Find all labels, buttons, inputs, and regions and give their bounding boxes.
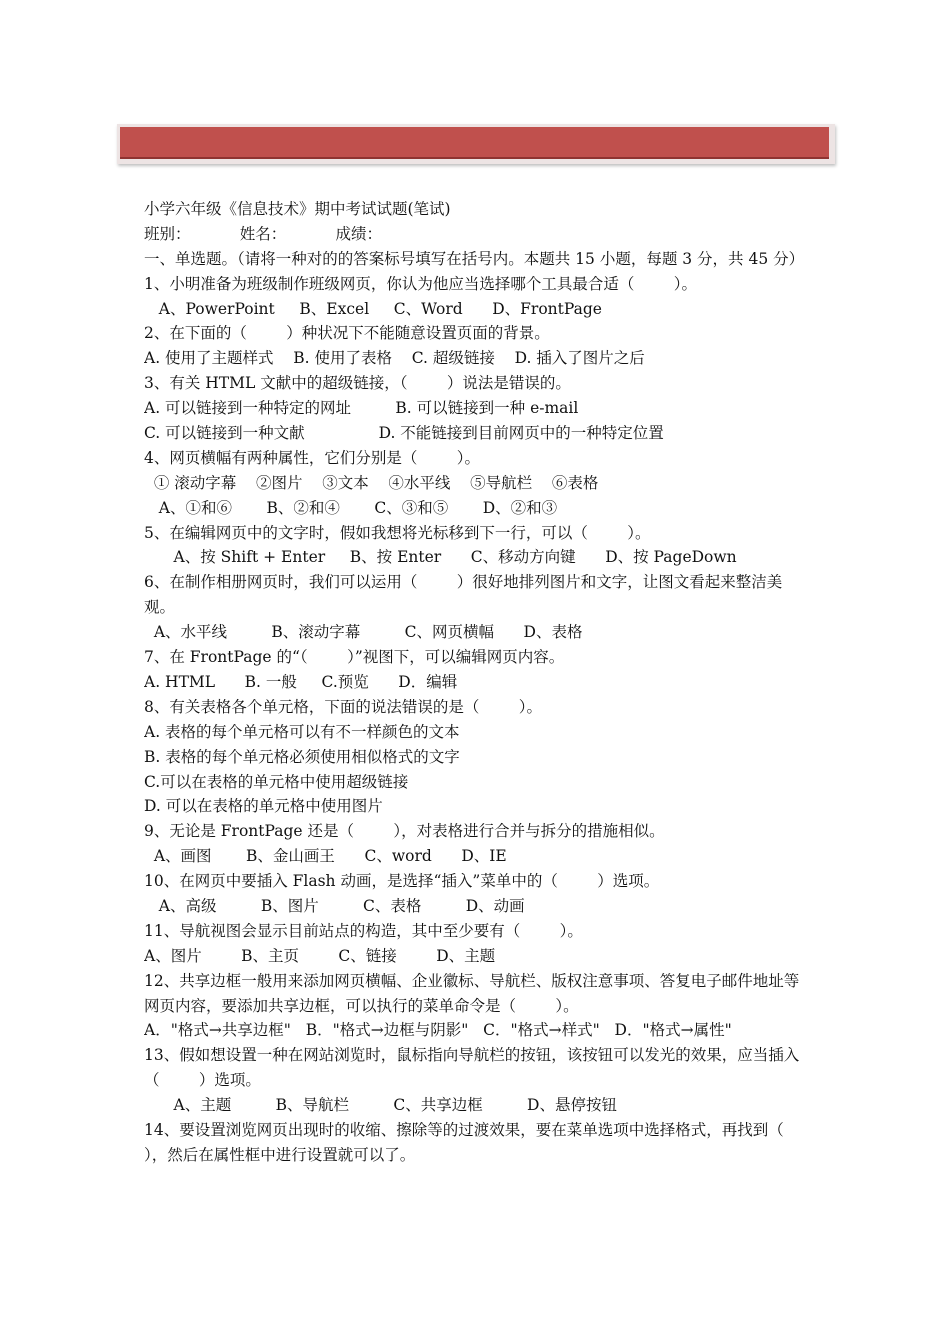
- question-9: 9、无论是 FrontPage 还是（ ），对表格进行合并与拆分的措施相似。: [144, 822, 665, 841]
- question-4: 4、网页横幅有两种属性，它们分别是（ ）。: [144, 448, 481, 467]
- question-11-options: A、图片 B、主页 C、链接 D、主题: [144, 946, 496, 965]
- question-7: 7、在 FrontPage 的“（ ）”视图下，可以编辑网页内容。: [144, 648, 565, 667]
- question-1-options: A、PowerPoint B、Excel C、Word D、FrontPage: [144, 299, 602, 318]
- question-9-options: A、画图 B、金山画王 C、word D、IE: [144, 847, 507, 866]
- question-10-options: A、高级 B、图片 C、表格 D、动画: [144, 896, 525, 915]
- question-12: 12、共享边框一般用来添加网页横幅、企业徽标、导航栏、版权注意事项、答复电子邮件地址等网页内容，要添加共享边框，可以执行的菜单命令是（ ）。: [144, 971, 800, 1015]
- question-6: 6、在制作相册网页时，我们可以运用（ ）很好地排列图片和文字，让图文看起来整洁美观。: [144, 573, 783, 617]
- question-13: 13、假如想设置一种在网站浏览时，鼠标指向导航栏的按钮，该按钮可以发光的效果，应当插入（ ）选项。: [144, 1046, 800, 1090]
- question-12-options: A．"格式→共享边框" B．"格式→边框与阴影" C．"格式→样式" D．"格式→属性": [144, 1021, 732, 1040]
- question-2-options: A. 使用了主题样式 B. 使用了表格 C. 超级链接 D. 插入了图片之后: [144, 349, 645, 368]
- question-5: 5、在编辑网页中的文字时，假如我想将光标移到下一行，可以（ ）。: [144, 523, 651, 542]
- question-1: 1、小明准备为班级制作班级网页，你认为他应当选择哪个工具最合适（ ）。: [144, 274, 698, 293]
- question-4-items: ① 滚动字幕 ②图片 ③文本 ④水平线 ⑤导航栏 ⑥表格: [144, 473, 599, 492]
- question-3-options-cd: C. 可以链接到一种文献 D. 不能链接到目前网页中的一种特定位置: [144, 424, 664, 443]
- question-2: 2、在下面的（ ）种状况下不能随意设置页面的背景。: [144, 324, 550, 343]
- question-14: 14、要设置浏览网页出现时的收缩、擦除等的过渡效果，要在菜单选项中选择格式，再找到（ ），然后在属性框中进行设置就可以了。: [144, 1121, 824, 1164]
- student-info-line: 班别： 姓名： 成绩：: [144, 224, 383, 243]
- question-8-option-d: D. 可以在表格的单元格中使用图片: [144, 797, 383, 816]
- question-6-options: A、水平线 B、滚动字幕 C、网页横幅 D、表格: [144, 623, 583, 642]
- question-3: 3、有关 HTML 文献中的超级链接，（ ）说法是错误的。: [144, 374, 571, 393]
- question-4-options: A、①和⑥ B、②和④ C、③和⑤ D、②和③: [144, 498, 558, 517]
- question-10: 10、在网页中要插入 Flash 动画，是选择“插入”菜单中的（ ）选项。: [144, 872, 660, 891]
- question-8-option-b: B. 表格的每个单元格必须使用相似格式的文字: [144, 747, 460, 766]
- question-8-option-c: C.可以在表格的单元格中使用超级链接: [144, 772, 409, 791]
- exam-document: [144, 197, 824, 1168]
- exam-title: 小学六年级《信息技术》期中考试试题(笔试): [144, 200, 451, 218]
- question-5-options: A、按 Shift + Enter B、按 Enter C、移动方向键 D、按 PageDown: [144, 548, 737, 567]
- question-8-option-a: A. 表格的每个单元格可以有不一样颜色的文本: [144, 722, 460, 741]
- section-heading: 一、单选题。（请将一种对的的答案标号填写在括号内。本题共 15 小题，每题 3 分，共 45 分）: [144, 249, 805, 268]
- question-13-options: A、主题 B、导航栏 C、共享边框 D、悬停按钮: [144, 1096, 617, 1115]
- question-11: 11、导航视图会显示目前站点的构造，其中至少要有（ ）。: [144, 921, 583, 940]
- question-8: 8、有关表格各个单元格，下面的说法错误的是（ ）。: [144, 697, 543, 716]
- header-banner: [120, 127, 829, 159]
- question-7-options: A. HTML B. 一般 C.预览 D．编辑: [144, 672, 458, 691]
- question-3-options-ab: A. 可以链接到一种特定的网址 B. 可以链接到一种 e-mail: [144, 399, 579, 418]
